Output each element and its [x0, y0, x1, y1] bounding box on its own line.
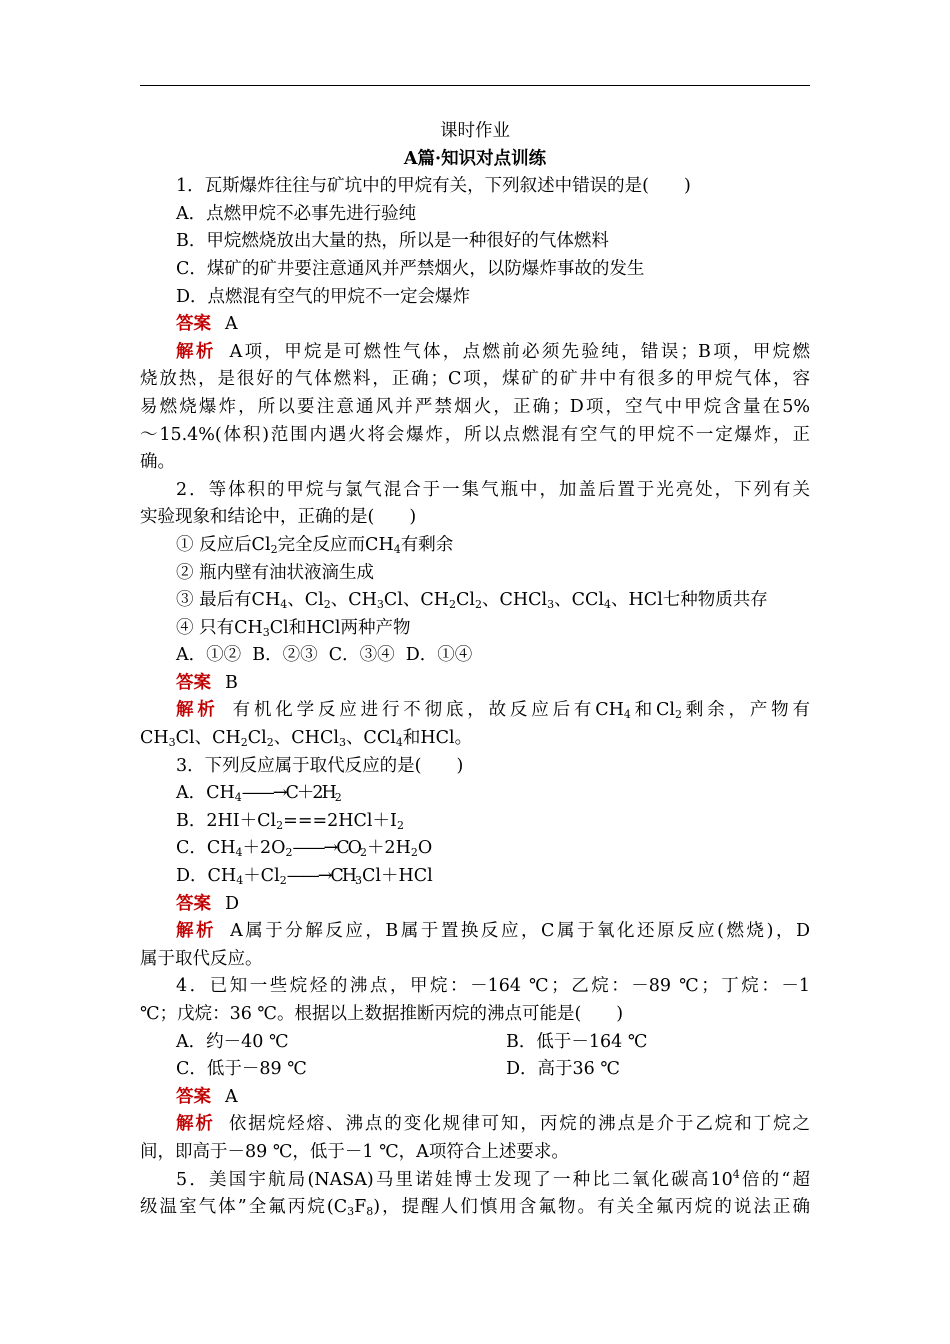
q3-analysis-line: 解析 A属于分解反应，B属于置换反应，C属于氧化还原反应(燃烧)，D: [176, 921, 810, 942]
q4-option-a: A．约－40 ℃: [176, 1031, 289, 1052]
q3-answer: 答案 D: [176, 893, 240, 914]
q1-analysis-line: 确。: [140, 452, 175, 473]
analysis-label: 解析: [176, 1114, 215, 1135]
q3-stem: 3．下列反应属于取代反应的是( ): [176, 755, 464, 776]
q4-analysis-line: 解析 依据烷烃熔、沸点的变化规律可知，丙烷的沸点是介于乙烷和丁烷之: [176, 1114, 811, 1135]
q2-answer: 答案 B: [176, 672, 238, 693]
q2-analysis-line: $CH_3Cl$、$CH_2Cl_2$、CHCl$_3$、CCl$_4$和HCl。: [140, 728, 473, 750]
q1-analysis-line: 解析 A项，甲烷是可燃性气体，点燃前必须先验纯，错误；B项，甲烷燃: [176, 341, 811, 362]
q2-statement-3: ③ 最后有$CH_4$、$Cl_2$、$CH_3Cl$、$CH_2Cl_2$、CHCl$_3$、CCl$_4$、HCl七种物质共存: [176, 590, 768, 612]
answer-label: 答案: [176, 314, 211, 335]
q2-statement-2: ② 瓶内壁有油状液滴生成: [176, 562, 375, 583]
q4-option-d: D．高于36 ℃: [506, 1059, 620, 1080]
answer-label: 答案: [176, 1086, 211, 1107]
analysis-label: 解析: [176, 700, 219, 721]
q1-option-c: C．煤矿的矿井要注意通风并严禁烟火，以防爆炸事故的发生: [176, 258, 645, 279]
q3-option-b: B．$2HI+Cl_2===2HCl+I_2$: [176, 810, 404, 832]
q2-statement-4: ④ 只有$CH_3Cl$和HCl两种产物: [176, 617, 411, 639]
q2-analysis-line: 解析 有机化学反应进行不彻底，故反应后有$CH_4$和$Cl_2$剩余，产物有: [176, 700, 810, 722]
q2-options: A．①② B．②③ C．③④ D．①④: [176, 645, 473, 666]
q3-option-d: D．$CH_4+Cl_2——\to CH_3Cl+HCl$: [176, 866, 433, 888]
q3-option-c: C．$CH_4+2O_2——\to CO_2+2H_2O$: [176, 838, 433, 860]
header-rule: [140, 85, 810, 86]
page-title: 课时作业: [440, 121, 510, 141]
q1-option-d: D．点燃混有空气的甲烷不一定会爆炸: [176, 286, 471, 307]
worksheet: [140, 118, 810, 1222]
analysis-label: 解析: [176, 921, 217, 942]
q2-stem: 实验现象和结论中，正确的是( ): [140, 507, 417, 528]
q4-option-c: C．低于－89 ℃: [176, 1059, 307, 1080]
q3-analysis-line: 属于取代反应。: [140, 948, 263, 969]
q5-stem: 5．美国宇航局(NASA)马里诺娃博士发现了一种比二氧化碳高$10^4$倍的“超: [176, 1167, 810, 1190]
analysis-label: 解析: [176, 341, 216, 362]
answer-label: 答案: [176, 672, 211, 693]
q4-stem: 4．已知一些烷烃的沸点，甲烷：－164 ℃；乙烷：－89 ℃；丁烷：－1: [176, 976, 810, 997]
q4-answer: 答案 A: [176, 1086, 238, 1107]
q1-answer: 答案 A: [176, 314, 238, 335]
q3-option-a: A．$CH_4——\to C+2H_2$: [176, 783, 342, 805]
q2-statement-1: ① 反应后$Cl_2$完全反应而$CH_4$有剩余: [176, 534, 454, 556]
q4-options-row: [140, 1056, 810, 1084]
q1-option-b: B．甲烷燃烧放出大量的热，所以是一种很好的气体燃料: [176, 231, 609, 252]
q2-stem: 2．等体积的甲烷与氯气混合于一集气瓶中，加盖后置于光亮处，下列有关: [176, 479, 810, 500]
q4-analysis-line: 间，即高于－89 ℃，低于－1 ℃，A项符合上述要求。: [140, 1141, 569, 1162]
q1-option-a: A．点燃甲烷不必事先进行验纯: [176, 203, 417, 224]
section-title: A篇·知识对点训练: [403, 148, 547, 169]
q5-stem: 级温室气体”全氟丙烷$(C_3F_8)$，提醒人们慎用含氟物。有关全氟丙烷的说法正确: [140, 1197, 810, 1219]
q1-analysis-line: 易燃烧爆炸，所以要注意通风并严禁烟火，正确；D项，空气中甲烷含量在5%: [140, 396, 810, 417]
q4-options-row: [140, 1029, 810, 1057]
q1-stem: 1．瓦斯爆炸往往与矿坑中的甲烷有关，下列叙述中错误的是( ): [176, 176, 691, 197]
q1-analysis-line: 烧放热，是很好的气体燃料，正确；C项，煤矿的矿井中有很多的甲烷气体，容: [140, 369, 810, 390]
q4-stem: ℃；戊烷：36 ℃。根据以上数据推断丙烷的沸点可能是( ): [140, 1004, 624, 1024]
q4-option-b: B．低于－164 ℃: [506, 1031, 648, 1052]
q1-analysis-line: ～15.4%(体积)范围内遇火将会爆炸，所以点燃混有空气的甲烷不一定爆炸，正: [140, 424, 810, 445]
answer-label: 答案: [176, 893, 211, 914]
